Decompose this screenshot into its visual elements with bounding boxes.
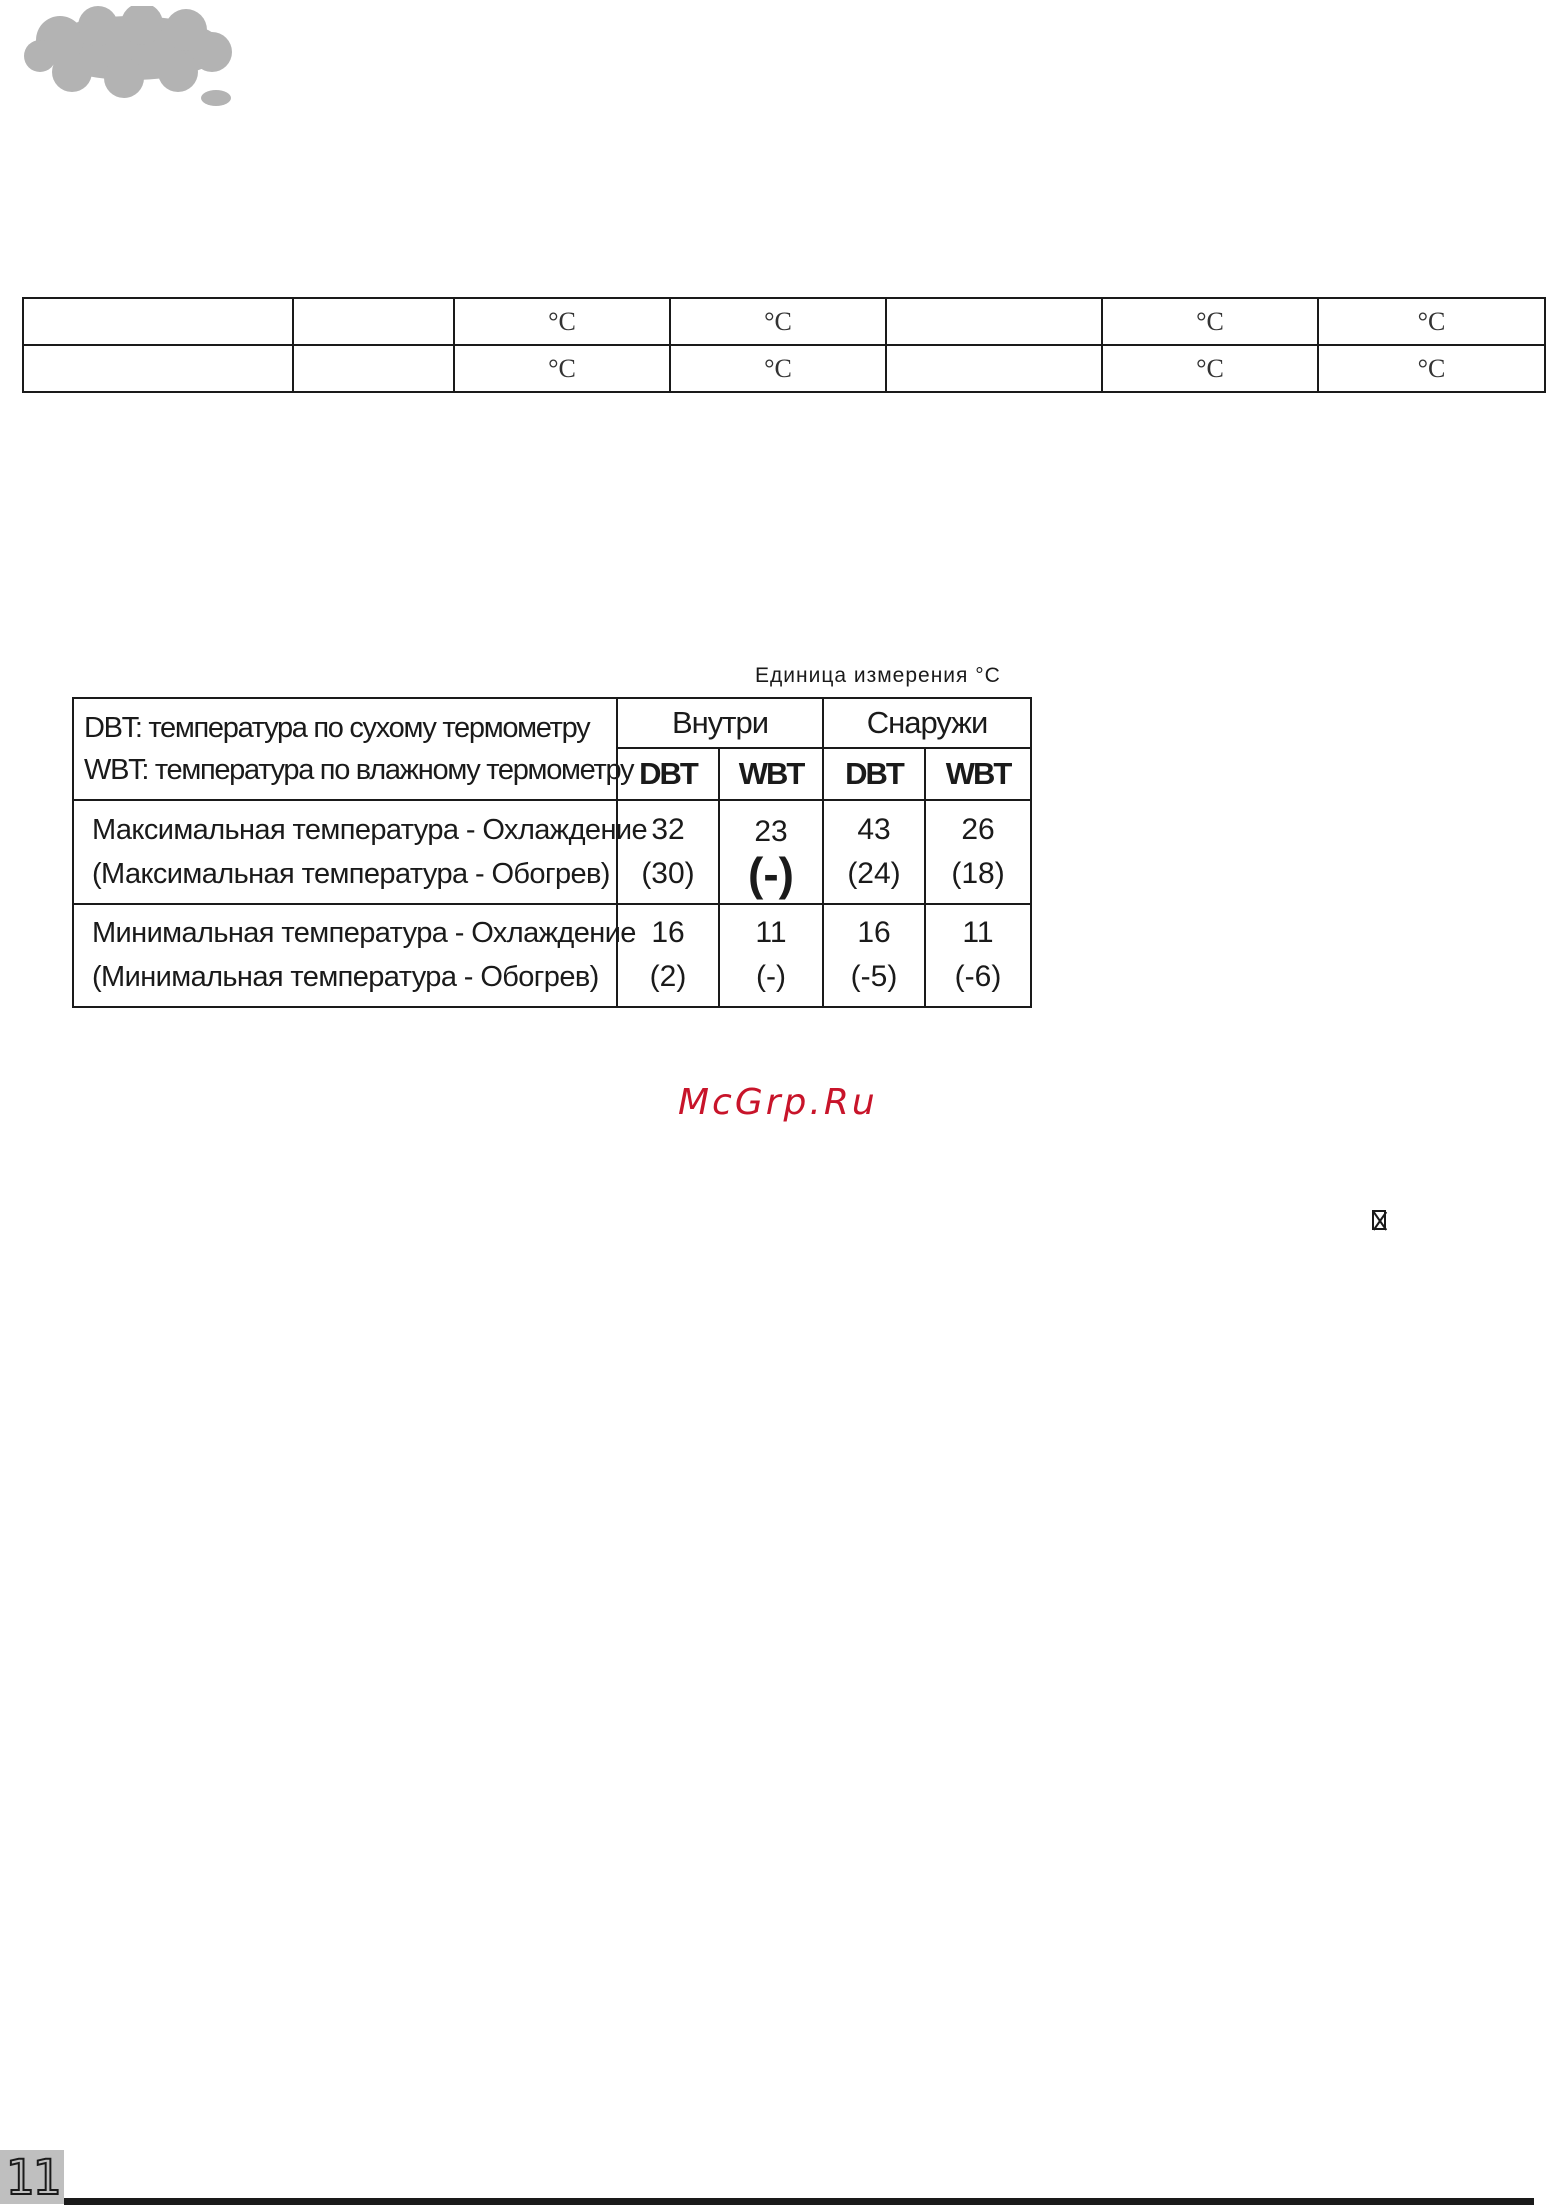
value-cooling: 32 — [651, 812, 685, 846]
value-cooling: 23 — [754, 814, 788, 848]
value-cooling: 11 — [962, 916, 994, 950]
value-cooling: 43 — [857, 812, 891, 846]
grid-cell — [293, 345, 454, 392]
value-cell — [925, 904, 1031, 1008]
value-heating: (-6) — [954, 960, 1002, 994]
value-cell — [719, 800, 823, 904]
grid-cell: °C — [1318, 298, 1545, 345]
value-cell — [925, 800, 1031, 904]
bottom-rule — [64, 2198, 1534, 2205]
label-line: Минимальная температура - Охлаждение — [92, 917, 636, 950]
page-number: 11 — [5, 2150, 59, 2206]
value-heating: (18) — [951, 856, 1005, 890]
table-row — [23, 298, 1545, 345]
temperature-table — [72, 697, 1032, 1008]
grid-cell — [886, 298, 1102, 345]
value-heating: (-) — [748, 847, 794, 900]
value-cell — [823, 904, 925, 1008]
label-line: (Минимальная температура - Обогрев) — [92, 961, 599, 994]
sub-header-dbt: DBT — [617, 748, 719, 800]
unit-label: Единица измерения °C — [755, 664, 1001, 687]
table-row — [73, 698, 1031, 748]
grid-cell — [886, 345, 1102, 392]
value-heating: (-5) — [850, 960, 898, 994]
grid-cell: °C — [1102, 298, 1318, 345]
cloud-graphic — [20, 6, 240, 112]
table-row — [23, 345, 1545, 392]
grid-cell: °C — [454, 345, 670, 392]
value-cell — [719, 904, 823, 1008]
value-heating: (24) — [847, 856, 901, 890]
grid-cell — [293, 298, 454, 345]
row-label-min — [73, 904, 636, 1008]
value-heating: (-) — [756, 960, 786, 994]
value-cooling: 11 — [755, 916, 787, 950]
grid-table — [22, 297, 1546, 393]
grid-cell — [23, 345, 293, 392]
legend-dbt: DBT: температура по сухому термометру — [84, 712, 590, 744]
watermark: McGrp.Ru — [678, 1082, 878, 1123]
value-heating: (2) — [649, 960, 687, 994]
value-cooling: 16 — [651, 916, 685, 950]
grid-cell — [23, 298, 293, 345]
grid-cell: °C — [1318, 345, 1545, 392]
label-line: (Максимальная температура - Обогрев) — [92, 857, 610, 890]
table-row — [73, 904, 1031, 1008]
table-row — [73, 800, 1031, 904]
label-line: Максимальная температура - Охлаждение — [92, 813, 647, 846]
sub-header-wbt: WBT — [719, 748, 823, 800]
missing-glyph-icon — [1372, 1210, 1386, 1230]
group-outside: Снаружи — [823, 698, 1031, 748]
value-cooling: 26 — [961, 812, 995, 846]
legend-cell — [73, 698, 634, 800]
sub-header-wbt: WBT — [925, 748, 1031, 800]
group-inside: Внутри — [617, 698, 823, 748]
value-cell — [823, 800, 925, 904]
grid-cell: °C — [1102, 345, 1318, 392]
sub-header-dbt: DBT — [823, 748, 925, 800]
value-cooling: 16 — [857, 916, 891, 950]
grid-cell: °C — [670, 298, 886, 345]
grid-cell: °C — [454, 298, 670, 345]
legend-wbt: WBT: температура по влажному термометру — [84, 754, 634, 786]
value-heating: (30) — [641, 856, 695, 890]
grid-cell: °C — [670, 345, 886, 392]
row-label-max — [73, 800, 647, 904]
page-number-box — [0, 2150, 64, 2204]
